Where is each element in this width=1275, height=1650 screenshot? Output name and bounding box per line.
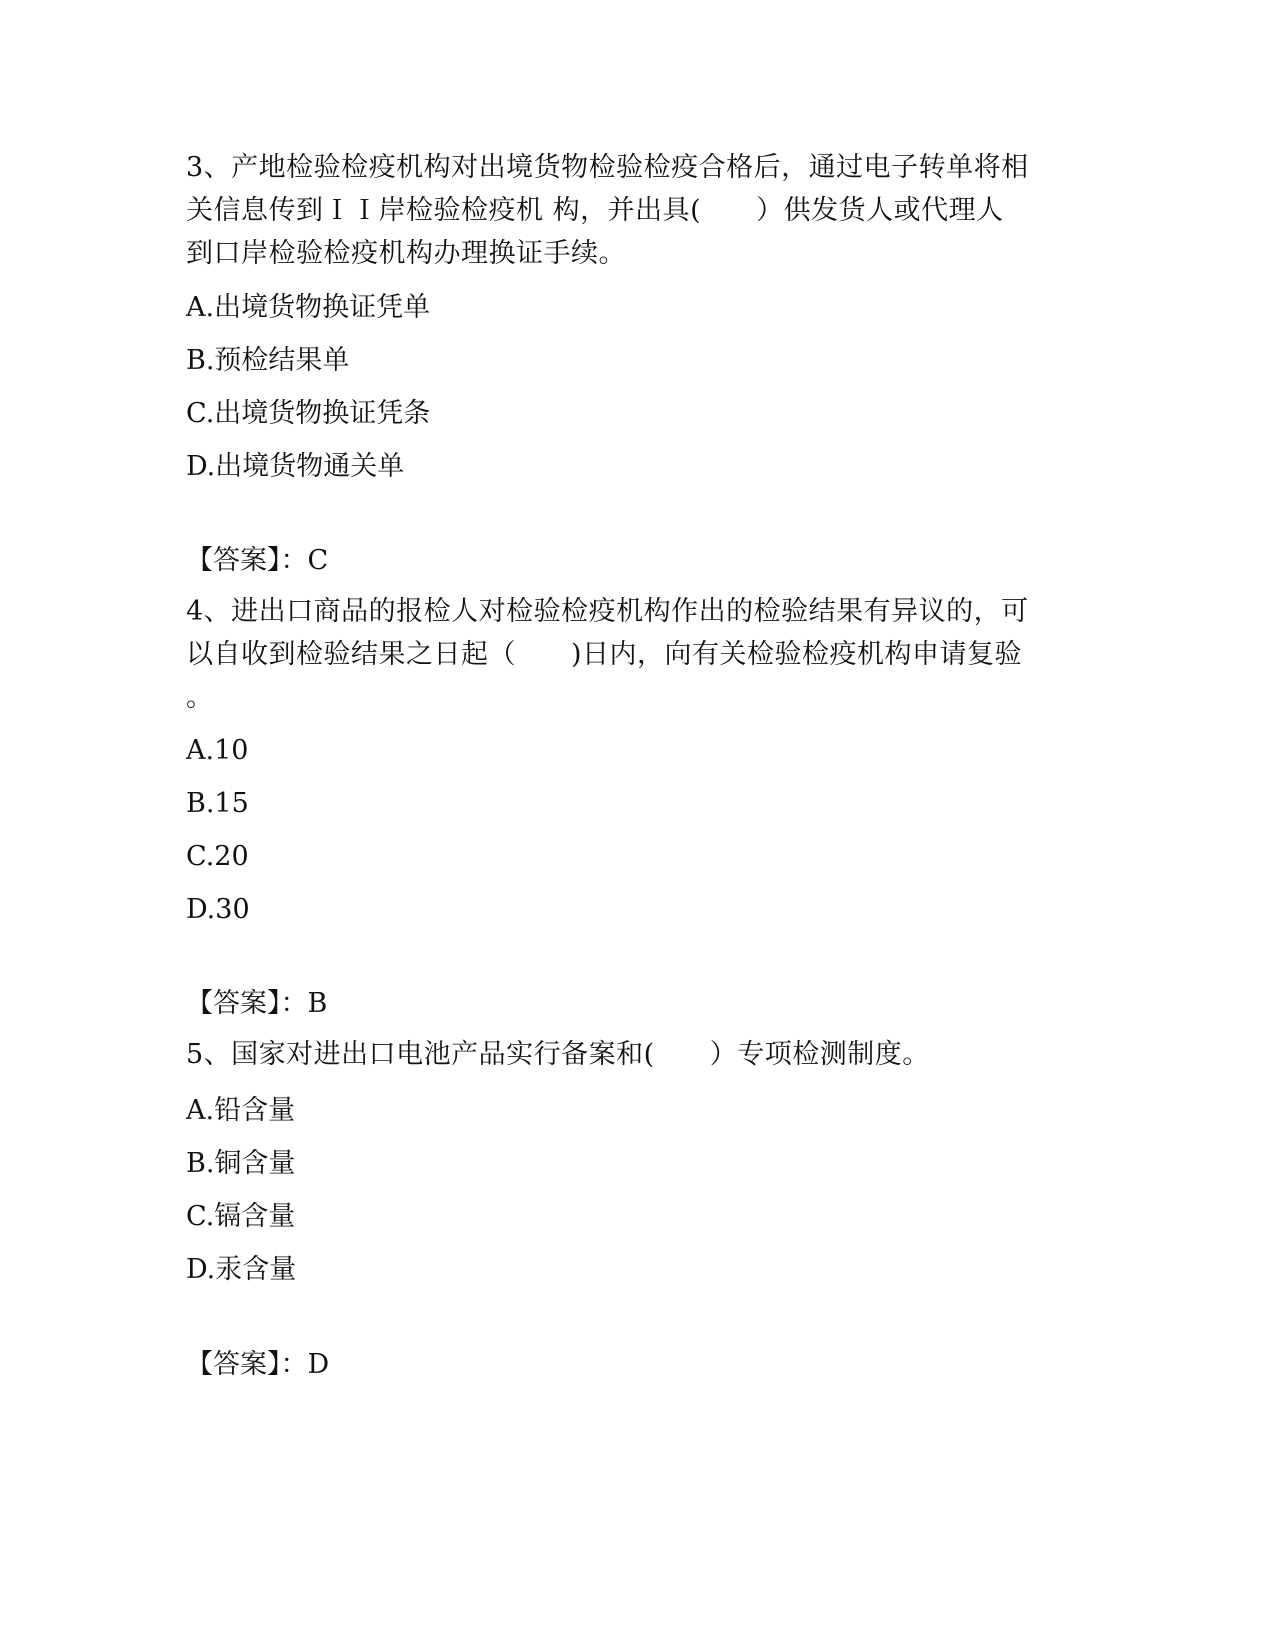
question-5-option-a: A.铅含量: [186, 1095, 296, 1126]
question-3-option-b: B.预检结果单: [186, 345, 350, 376]
question-4-option-a: A.10: [186, 735, 249, 766]
question-4-line-2: 以自收到检验结果之日起（ )日内，向有关检验检疫机构申请复验: [186, 639, 1023, 670]
question-5-line-1: 5、国家对进出口电池产品实行备案和( ）专项检测制度。: [186, 1039, 930, 1070]
question-3-text: [186, 146, 1086, 275]
question-5-answer: 【答案】：D: [186, 1349, 330, 1380]
question-4-line-1: 4、进出口商品的报检人对检验检疫机构作出的检验结果有异议的，可: [186, 596, 1029, 627]
question-3-line-1: 3、产地检验检疫机构对出境货物检验检疫合格后，通过电子转单将相: [186, 152, 1029, 183]
question-4-text: [186, 590, 1086, 719]
question-3-option-a: A.出境货物换证凭单: [186, 292, 431, 323]
question-5-option-c: C.镉含量: [186, 1201, 296, 1232]
question-4-option-c: C.20: [186, 841, 249, 872]
question-4-option-b: B.15: [186, 788, 249, 819]
question-3-line-2: 关信息传到ＩＩ岸检验检疫机 构，并出具( ）供发货人或代理人: [186, 195, 1004, 226]
question-3-answer: 【答案】：C: [186, 545, 329, 576]
question-4-line-3: 。: [186, 682, 214, 713]
question-5-option-b: B.铜含量: [186, 1148, 296, 1179]
question-3-option-d: D.出境货物通关单: [186, 451, 405, 482]
question-5-text: [186, 1033, 1086, 1076]
question-3-line-3: 到口岸检验检疫机构办理换证手续。: [186, 238, 626, 269]
question-5-option-d: D.汞含量: [186, 1254, 297, 1285]
question-4-answer: 【答案】：B: [186, 988, 328, 1019]
question-4-option-d: D.30: [186, 894, 250, 925]
question-3-option-c: C.出境货物换证凭条: [186, 398, 431, 429]
